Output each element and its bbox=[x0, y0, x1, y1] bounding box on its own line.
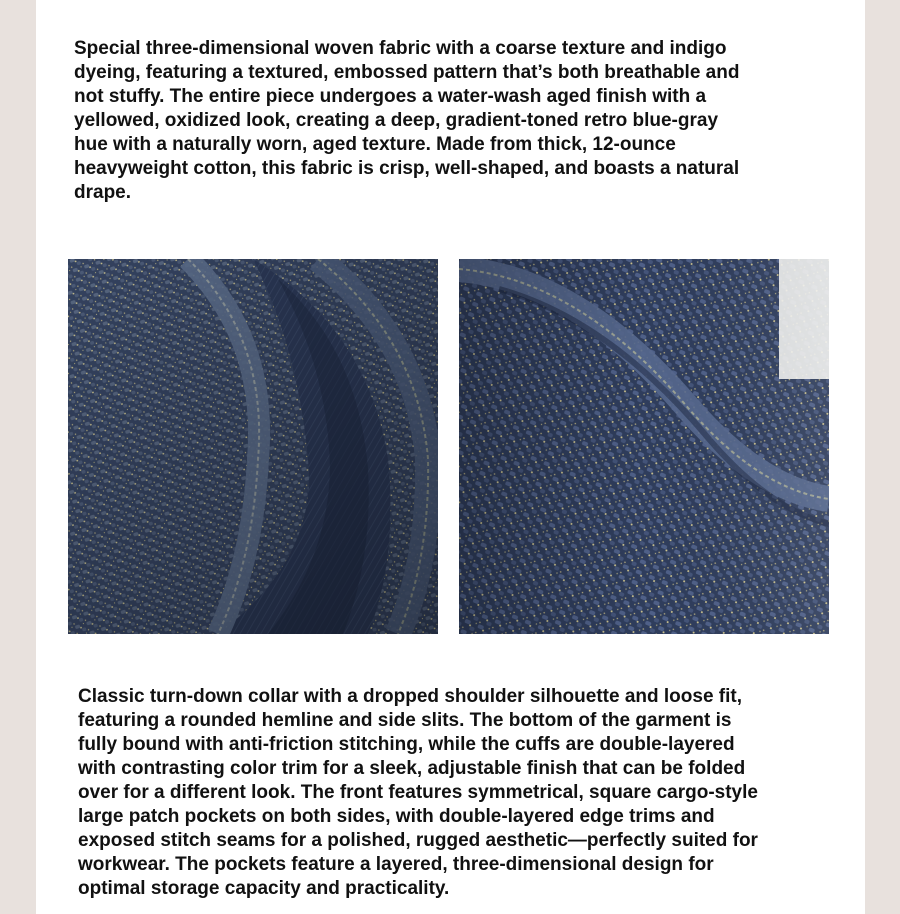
fabric-pocket-closeup-photo bbox=[459, 259, 829, 634]
design-description: Classic turn-down collar with a dropped shoulder silhouette and loose fit, featuring a rounded hemline and side slits. The bottom of the garment is fully bound with anti-friction stitching, while the cuffs are double-layered with contrasting color trim for a sleek, adjustable finish that can be folded over for a different look. The front features symmetrical, square cargo-style large patch pockets on both sides, with double-layered edge trims and exposed stitch seams for a polished, rugged aesthetic—perfectly suited for workwear. The pockets feature a layered, three-dimensional design for optimal storage capacity and practicality. bbox=[78, 686, 758, 899]
fabric-collar-closeup-photo bbox=[68, 259, 438, 634]
fabric-description: Special three-dimensional woven fabric with a coarse texture and indigo dyeing, featuring a textured, embossed pattern that’s both breathable and not stuffy. The entire piece undergoes a water-wash aged finish with a yellowed, oxidized look, creating a deep, gradient-toned retro blue-gray hue with a naturally worn, aged texture. Made from thick, 12-ounce heavyweight cotton, this fabric is crisp, well-shaped, and boasts a natural drape. bbox=[74, 38, 740, 203]
